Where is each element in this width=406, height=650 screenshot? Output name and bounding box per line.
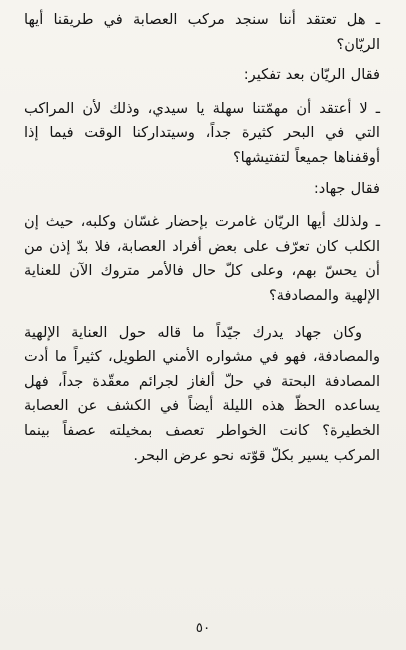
page-text — [24, 8, 380, 468]
paragraph-3: ـ لا أعتقد أن مهمّتنا سهلة يا سيدي، وذلك لأن المراكب التي في البحر كثيرة جداً، وسيتداركنا الوقت فيما إذا أوقفناها جميعاً لتفتيشها؟ — [24, 99, 380, 166]
paragraph-2: فقال الريّان بعد تفكير: — [243, 66, 380, 84]
paragraph-5: ـ ولذلك أيها الريّان غامرت بإحضار غسّان وكلبه، حيث إن الكلب كان تعرّف على بعض أفراد العصابة، فلا بدّ إذن من أن يحسّ بهم، وعلى كلّ حال فالأمر متروك الآن للعناية الإلهية والمصادفة؟ — [24, 213, 380, 304]
paragraph-6: وكان جهاد يدرك جيّداً ما قاله حول العناية الإلهية والمصادفة، فهو في مشواره الأمني الطويل، كثيراً ما أدت المصادفة البحتة في حلّ ألغاز لجرائم معقّدة جداً، فهل يساعده الحظّ هذه الليلة أيضاً في الكشف عن العصابة الخطيرة؟ كانت الخواطر تعصف بمخيلته عصفاً بينما المركب يسير بكلّ قوّته نحو عرض البحر. — [24, 323, 380, 464]
paragraph-4: فقال جهاد: — [313, 179, 380, 197]
paragraph-1: ـ هل تعتقد أننا سنجد مركب العصابة في طريقنا أيها الريّان؟ — [24, 11, 380, 53]
page-number: ٥٠ — [195, 620, 211, 636]
